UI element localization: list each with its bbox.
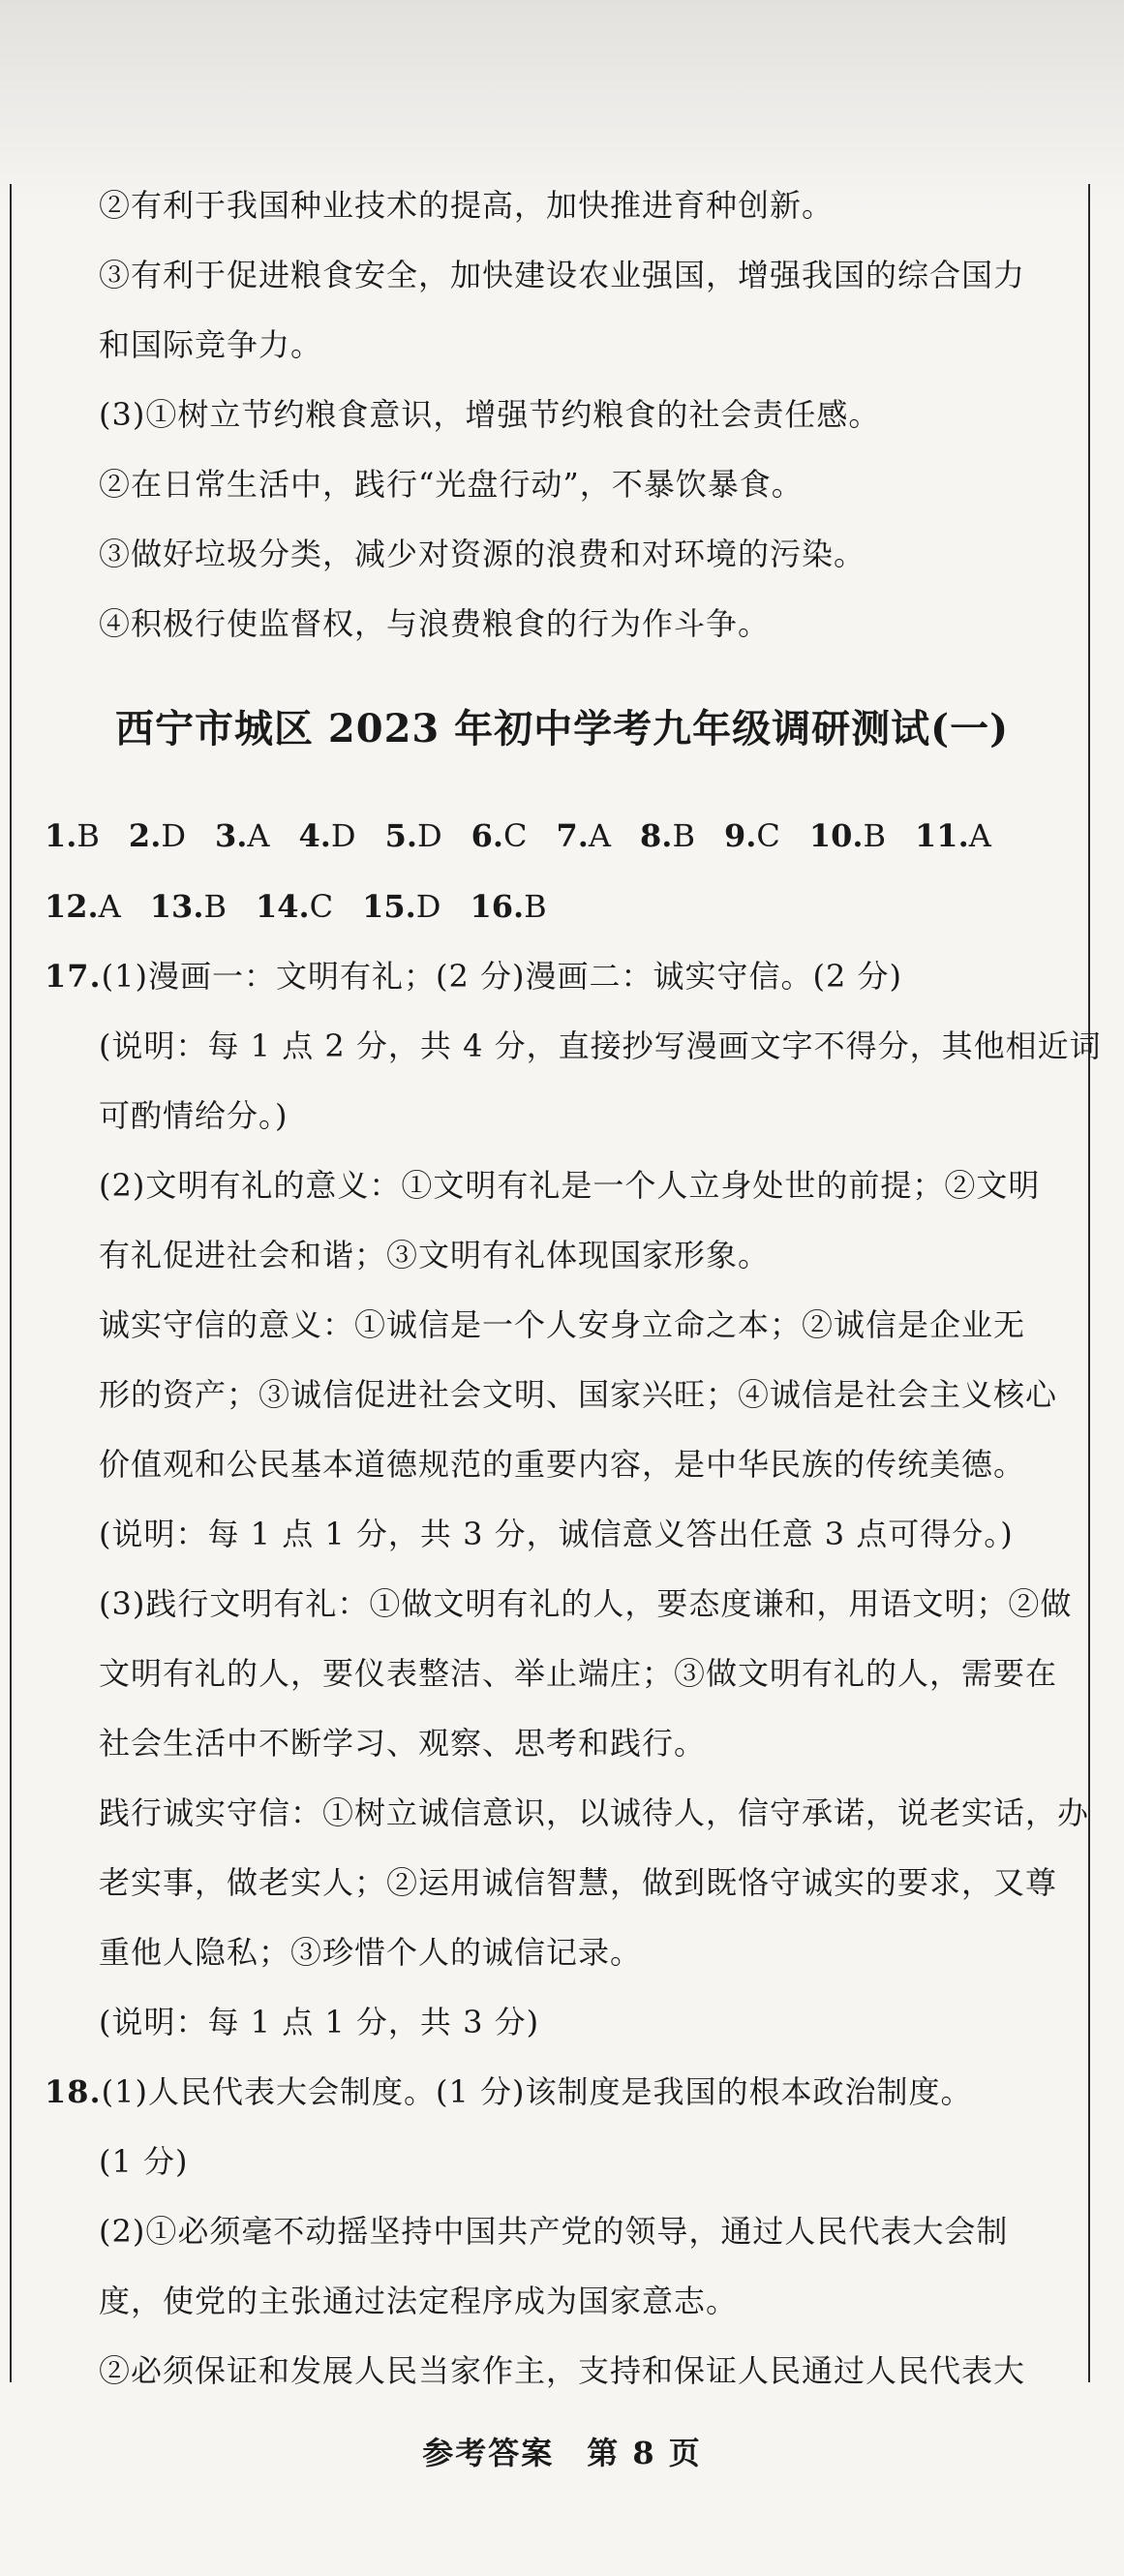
question-number: 18.	[45, 2073, 102, 2110]
answer-letter: B	[672, 817, 695, 854]
answer-item	[471, 814, 528, 857]
answer-letter: D	[330, 817, 356, 854]
text-line: 诚实守信的意义：①诚信是一个人安身立命之本；②诚信是企业无	[99, 1306, 1026, 1343]
answer-row	[45, 814, 1020, 857]
text-line: 社会生活中不断学习、观察、思考和践行。	[99, 1725, 707, 1762]
answer-letter: A	[247, 817, 270, 854]
question-17-first-line	[45, 955, 902, 997]
text-line: 和国际竞争力。	[99, 326, 323, 363]
text-line: 老实事，做老实人；②运用诚信智慧，做到既恪守诚实的要求，又尊	[99, 1864, 1058, 1901]
answer-item	[385, 814, 442, 857]
answer-letter: B	[203, 888, 227, 925]
text-line: ④积极行使监督权，与浪费粮食的行为作斗争。	[99, 605, 771, 642]
question-18-first-line	[45, 2070, 973, 2113]
text-line: (说明：每 1 点 2 分，共 4 分，直接抄写漫画文字不得分，其他相近词	[99, 1027, 1102, 1064]
text-line: 文明有礼的人，要仪表整洁、举止端庄；③做文明有礼的人，需要在	[99, 1655, 1058, 1692]
answer-letter: D	[416, 817, 442, 854]
answer-item	[256, 885, 333, 928]
answer-letter: D	[161, 817, 186, 854]
text-line: (3)①树立节约粮食意识，增强节约粮食的社会责任感。	[99, 396, 881, 433]
answer-item	[45, 885, 121, 928]
text-line: (1)人民代表大会制度。(1 分)该制度是我国的根本政治制度。	[101, 2073, 973, 2110]
answer-item	[809, 814, 886, 857]
answer-item	[299, 814, 356, 857]
answer-letter: C	[309, 888, 334, 925]
answer-number: 5.	[384, 817, 417, 854]
answer-number: 13.	[149, 888, 204, 925]
answer-letter: D	[415, 888, 441, 925]
text-line: 度，使党的主张通过法定程序成为国家意志。	[99, 2283, 739, 2319]
answer-number: 14.	[255, 888, 310, 925]
answer-letter: A	[588, 817, 612, 854]
answer-number: 1.	[45, 817, 77, 854]
text-line: ③做好垃圾分类，减少对资源的浪费和对环境的污染。	[99, 536, 866, 572]
answer-number: 9.	[723, 817, 757, 854]
text-line: 形的资产；③诚信促进社会文明、国家兴旺；④诚信是社会主义核心	[99, 1376, 1058, 1413]
answer-row	[45, 885, 576, 928]
answer-number: 16.	[470, 888, 525, 925]
left-border-line	[10, 184, 12, 2382]
answer-item	[724, 814, 780, 857]
answer-item	[470, 885, 546, 928]
answer-item	[215, 814, 270, 857]
question-number: 17.	[45, 958, 102, 995]
answer-item	[362, 885, 440, 928]
text-line: ②在日常生活中，践行“光盘行动”，不暴饮暴食。	[99, 466, 804, 503]
answer-item	[557, 814, 612, 857]
text-line: 践行诚实守信：①树立诚信意识，以诚待人，信守承诺，说老实话，办	[99, 1794, 1090, 1831]
section-title: 西宁市城区 2023 年初中学考九年级调研测试(一)	[114, 706, 1010, 751]
answer-letter: C	[503, 817, 528, 854]
text-line: ③有利于促进粮食安全，加快建设农业强国，增强我国的综合国力	[99, 257, 1026, 293]
text-line: (1)漫画一：文明有礼；(2 分)漫画二：诚实守信。(2 分)	[101, 958, 903, 995]
answer-item	[640, 814, 695, 857]
answer-item	[150, 885, 227, 928]
answer-letter: B	[524, 888, 547, 925]
text-line: (2)文明有礼的意义：①文明有礼是一个人立身处世的前提；②文明	[99, 1167, 1041, 1204]
answer-number: 12.	[45, 888, 99, 925]
answer-letter: B	[863, 817, 887, 854]
answer-item	[45, 814, 100, 857]
text-line: 价值观和公民基本道德规范的重要内容，是中华民族的传统美德。	[99, 1446, 1026, 1483]
answer-letter: C	[756, 817, 780, 854]
text-line: (2)①必须毫不动摇坚持中国共产党的领导，通过人民代表大会制	[99, 2213, 1009, 2250]
text-line: ②有利于我国种业技术的提高，加快推进育种创新。	[99, 187, 835, 224]
answer-number: 7.	[556, 817, 589, 854]
answer-number: 8.	[640, 817, 673, 854]
answer-letter: B	[76, 817, 100, 854]
text-line: (1 分)	[99, 2143, 189, 2180]
text-line: 有礼促进社会和谐；③文明有礼体现国家形象。	[99, 1237, 771, 1273]
text-line: (说明：每 1 点 1 分，共 3 分，诚信意义答出任意 3 点可得分。)	[99, 1516, 1014, 1552]
answer-number: 15.	[362, 888, 416, 925]
text-line: (3)践行文明有礼：①做文明有礼的人，要态度谦和，用语文明；②做	[99, 1585, 1073, 1622]
answer-item	[915, 814, 991, 857]
answer-number: 2.	[128, 817, 162, 854]
right-border-line	[1088, 184, 1090, 2382]
answer-number: 6.	[471, 817, 504, 854]
page-footer: 参考答案 第 8 页	[422, 2435, 702, 2471]
answer-letter: A	[968, 817, 991, 854]
answer-number: 4.	[298, 817, 331, 854]
text-line: 重他人隐私；③珍惜个人的诚信记录。	[99, 1934, 643, 1971]
text-line: 可酌情给分。)	[99, 1097, 289, 1134]
text-line: ②必须保证和发展人民当家作主，支持和保证人民通过人民代表大	[99, 2352, 1026, 2389]
answer-item	[129, 814, 186, 857]
answer-number: 3.	[214, 817, 248, 854]
answer-number: 11.	[915, 817, 969, 854]
answer-number: 10.	[808, 817, 864, 854]
text-line: (说明：每 1 点 1 分，共 3 分)	[99, 2004, 540, 2040]
answer-letter: A	[98, 888, 121, 925]
